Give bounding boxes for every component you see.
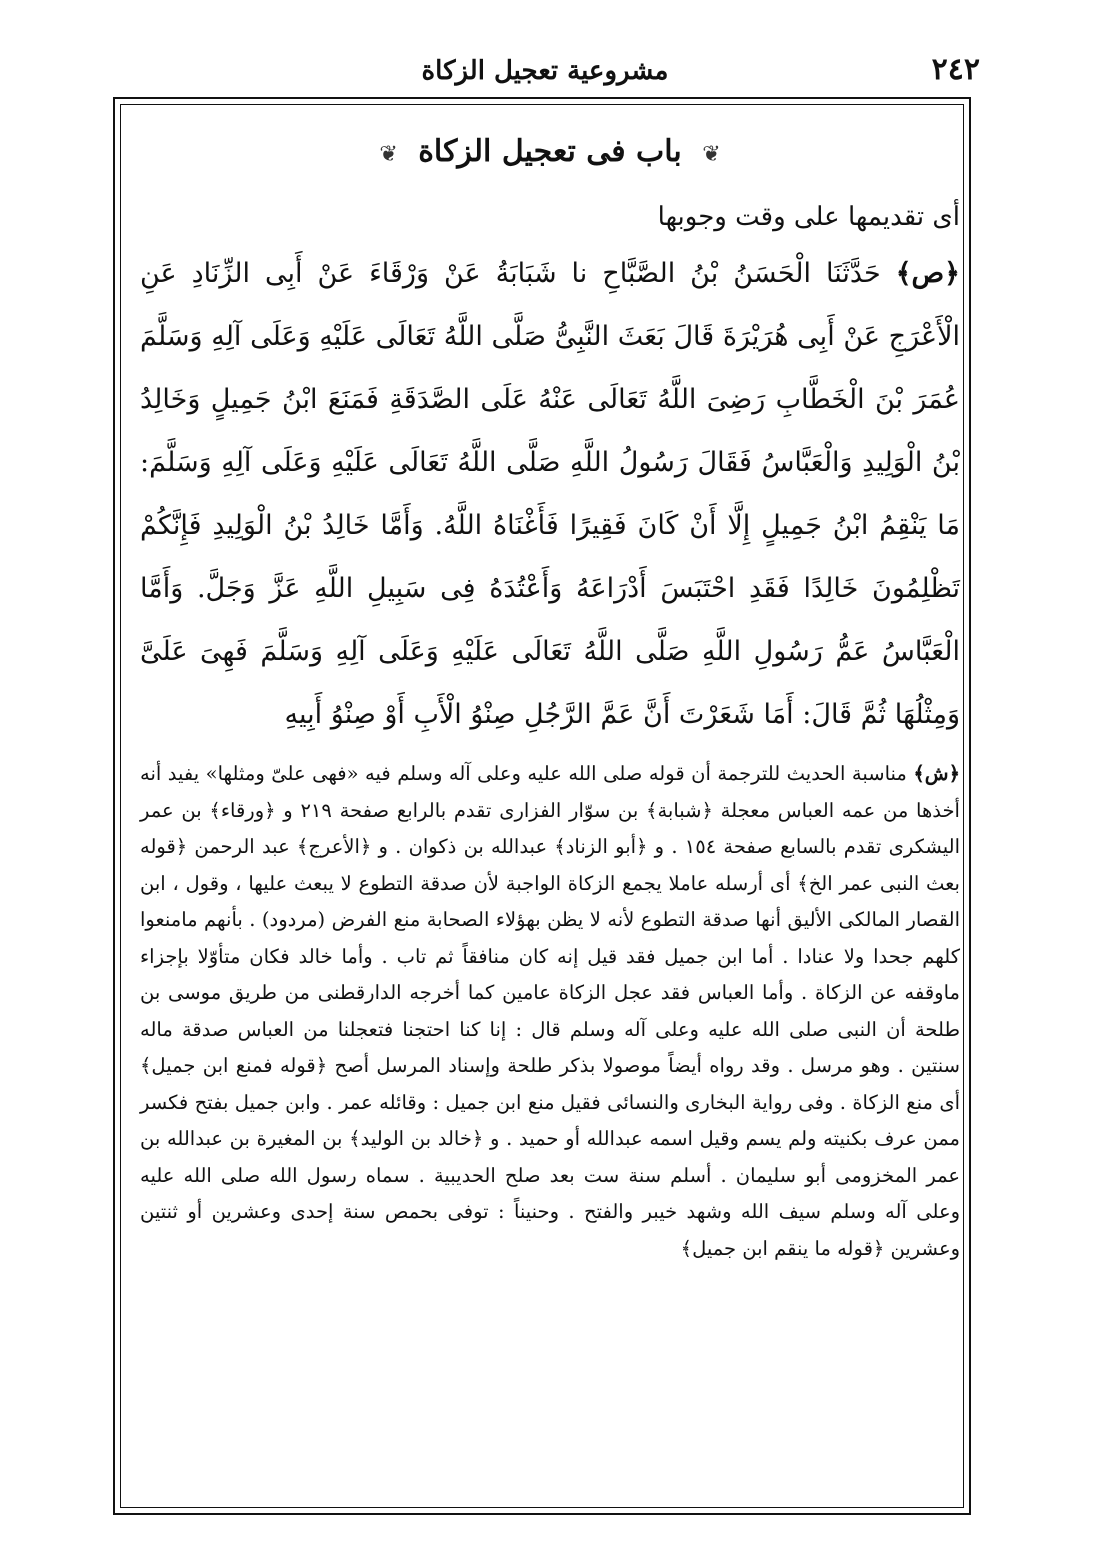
- hadith-text-block: [140, 242, 960, 746]
- commentary-text: مناسبة الحديث للترجمة أن قوله صلى الله عليه وعلى آله وسلم فيه «فهى علىّ ومثلها» يفيد أنه أخذها من عمه العباس معجلة ﴿شبابة﴾ بن سوّار الفزارى تقدم بالرابع صفحة ٢١٩ و ﴿ورقاء﴾ بن عمر اليشكرى تقدم بالسابع صفحة ١٥٤ . و ﴿أبو الزناد﴾ عبدالله بن ذكوان . و ﴿الأعرج﴾ عبد الرحمن ﴿قوله بعث النبى عمر الخ﴾ أى أرسله عاملا يجمع الزكاة الواجبة لأن صدقة التطوع لا يبعث عليها ، وقول ، ابن القصار المالكى الأليق أنها صدقة التطوع لأنه لا يظن بهؤلاء الصحابة منع الفرض (مردود) . بأنهم مامنعوا كلهم جحدا ولا عنادا . أما ابن جميل فقد قيل إنه كان منافقاً ثم تاب . وأما خالد فكان متأوّلا بإجزاء ماوقفه عن الزكاة . وأما العباس فقد عجل الزكاة عامين كما أخرجه الدارقطنى من طريق موسى بن طلحة أن النبى صلى الله عليه وعلى آله وسلم قال : إنا كنا احتجنا فتعجلنا من العباس صدقة ماله سنتين . وهو مرسل . وقد رواه أيضاً موصولا بذكر طلحة وإسناد المرسل أصح ﴿قوله فمنع ابن جميل﴾ أى منع الزكاة . وفى رواية البخارى والنسائى فقيل منع ابن جميل : وقائله عمر . وابن جميل بفتح فكسر ممن عرف بكنيته ولم يسم وقيل اسمه عبدالله أو حميد . و ﴿خالد بن الوليد﴾ بن المغيرة بن عبدالله بن عمر المخزومى أبو سليمان . أسلم سنة ست بعد صلح الحديبية . سماه رسول الله صلى الله عليه وعلى آله وسلم سيف الله وشهد خيبر والفتح . وحنيناً : توفى بحمص سنة إحدى وعشرين أو ثنتين وعشرين ﴿قوله ما ينقم ابن جميل﴾: [140, 762, 960, 1260]
- commentary-marker: ﴿ش﴾: [913, 762, 961, 785]
- hadith-text: حَدَّثَنَا الْحَسَنُ بْنُ الصَّبَّاحِ نا شَبَابَةُ عَنْ وَرْقَاءَ عَنْ أَبِى الزِّنَادِ عَنِ الْأَعْرَجِ عَنْ أَبِى هُرَيْرَةَ قَالَ بَعَثَ النَّبِىُّ صَلَّى اللَّهُ تَعَالَى عَلَيْهِ وَعَلَى آلِهِ وَسَلَّمَ عُمَرَ بْنَ الْخَطَّابِ رَضِىَ اللَّهُ تَعَالَى عَنْهُ عَلَى الصَّدَقَةِ فَمَنَعَ ابْنُ جَمِيلٍ وَخَالِدُ بْنُ الْوَلِيدِ وَالْعَبَّاسُ فَقَالَ رَسُولُ اللَّهِ صَلَّى اللَّهُ تَعَالَى عَلَيْهِ وَعَلَى آلِهِ وَسَلَّمَ: مَا يَنْقِمُ ابْنُ جَمِيلٍ إِلَّا أَنْ كَانَ فَقِيرًا فَأَغْنَاهُ اللَّهُ. وَأَمَّا خَالِدُ بْنُ الْوَلِيدِ فَإِنَّكُمْ تَظْلِمُونَ خَالِدًا فَقَدِ احْتَبَسَ أَدْرَاعَهُ وَأَعْتُدَهُ فِى سَبِيلِ اللَّهِ عَزَّ وَجَلَّ. وَأَمَّا الْعَبَّاسُ عَمُّ رَسُولِ اللَّهِ صَلَّى اللَّهُ تَعَالَى عَلَيْهِ وَعَلَى آلِهِ وَسَلَّمَ فَهِىَ عَلَىَّ وَمِثْلُهَا ثُمَّ قَالَ: أَمَا شَعَرْتَ أَنَّ عَمَّ الرَّجُلِ صِنْوُ الْأَبِ أَوْ صِنْوُ أَبِيهِ: [140, 258, 960, 730]
- running-head: [110, 52, 980, 92]
- page-body: [140, 128, 960, 1508]
- chapter-subtitle: أى تقديمها على وقت وجوبها: [657, 202, 960, 232]
- ornament-left-icon: ❦: [379, 142, 398, 167]
- page-number: ٢٤٢: [931, 52, 980, 87]
- chapter-title: باب فى تعجيل الزكاة: [418, 134, 682, 169]
- chapter-heading: [140, 128, 960, 176]
- ornament-right-icon: ❦: [702, 142, 721, 167]
- hadith-marker: ﴿ص﴾: [895, 258, 960, 289]
- commentary-block: [140, 756, 960, 1267]
- running-title: مشروعية تعجيل الزكاة: [421, 56, 669, 86]
